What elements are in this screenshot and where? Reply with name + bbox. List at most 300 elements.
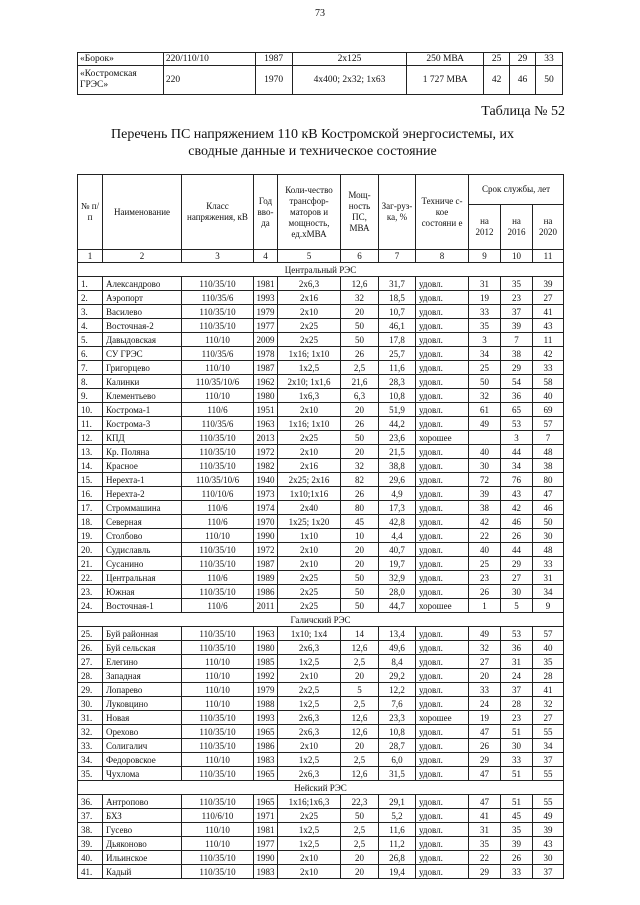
table-row — [78, 431, 564, 445]
table-cell: удовл. — [416, 809, 469, 823]
table-cell: 49 — [533, 809, 564, 823]
table-cell: 110/35/10 — [182, 865, 254, 879]
table-cell: 35. — [78, 767, 103, 781]
table-cell: 26,8 — [379, 851, 416, 865]
table-row — [78, 291, 564, 305]
table-cell: 29 — [469, 753, 501, 767]
table-cell: 44 — [501, 445, 533, 459]
table-cell: удовл. — [416, 753, 469, 767]
table-cell: 27. — [78, 655, 103, 669]
table-cell: 7,6 — [379, 697, 416, 711]
table-cell: 40 — [469, 543, 501, 557]
table-cell: 2,5 — [341, 361, 379, 375]
table-cell: 51 — [501, 795, 533, 809]
table-cell: Луковцино — [103, 697, 182, 711]
table-cell: 1x10; 1x4 — [278, 627, 341, 641]
table-cell: 41 — [533, 683, 564, 697]
table-cell: 42 — [501, 501, 533, 515]
table-row — [78, 347, 564, 361]
table-cell: 31 — [533, 571, 564, 585]
table-cell: 80 — [341, 501, 379, 515]
table-cell: Дьяконово — [103, 837, 182, 851]
table-cell: «Борок» — [78, 53, 164, 66]
table-cell: 51 — [501, 725, 533, 739]
table-cell: удовл. — [416, 501, 469, 515]
table-cell: хорошее — [416, 431, 469, 445]
table-cell: 1951 — [254, 403, 278, 417]
table-cell: 110/35/10 — [182, 851, 254, 865]
table-cell: 2009 — [254, 333, 278, 347]
table-cell: 27 — [501, 571, 533, 585]
table-cell: 24 — [501, 669, 533, 683]
table-cell: Кр. Поляна — [103, 445, 182, 459]
table-cell: 80 — [533, 473, 564, 487]
table-cell: 11,2 — [379, 837, 416, 851]
table-row — [78, 403, 564, 417]
table-cell: 55 — [533, 725, 564, 739]
table-cell: Судиславль — [103, 543, 182, 557]
table-cell: Буй сельская — [103, 641, 182, 655]
table-cell: 35 — [533, 655, 564, 669]
table-cell: 110/35/10 — [182, 459, 254, 473]
table-cell: 3 — [501, 431, 533, 445]
table-cell: Солигалич — [103, 739, 182, 753]
table-cell: 26. — [78, 641, 103, 655]
table-cell: 25 — [469, 361, 501, 375]
table-cell: удовл. — [416, 571, 469, 585]
table-cell: 33 — [533, 557, 564, 571]
table-cell: 12,6 — [341, 725, 379, 739]
table-title-line: сводные данные и техническое состояние — [188, 144, 437, 159]
table-cell: 110/35/10 — [182, 725, 254, 739]
column-index: 3 — [182, 250, 254, 263]
table-cell: 1970 — [255, 66, 292, 95]
table-cell: 30 — [501, 585, 533, 599]
table-cell: 35 — [501, 823, 533, 837]
table-cell: 2x10 — [278, 865, 341, 879]
region-name: Нейский РЭС — [78, 781, 564, 795]
table-cell: 1983 — [254, 865, 278, 879]
table-cell: 21,6 — [341, 375, 379, 389]
substations-table — [77, 174, 564, 879]
table-cell: 34 — [533, 739, 564, 753]
column-index: 10 — [501, 250, 533, 263]
table-cell: 41. — [78, 865, 103, 879]
table-cell: 28. — [78, 669, 103, 683]
table-cell: 110/10 — [182, 669, 254, 683]
table-cell: удовл. — [416, 739, 469, 753]
table-row — [78, 277, 564, 291]
column-index: 1 — [78, 250, 103, 263]
table-cell: 110/35/10 — [182, 431, 254, 445]
table-cell: 12,6 — [341, 711, 379, 725]
table-cell: 48 — [533, 445, 564, 459]
table-row — [78, 487, 564, 501]
table-cell: 2,5 — [341, 837, 379, 851]
table-cell: 31,5 — [379, 767, 416, 781]
table-cell: 2,5 — [341, 823, 379, 837]
table-cell: удовл. — [416, 473, 469, 487]
table-cell: 46 — [501, 515, 533, 529]
column-index: 4 — [254, 250, 278, 263]
table-cell: 25,7 — [379, 347, 416, 361]
table-row — [78, 697, 564, 711]
table-cell: 1980 — [254, 389, 278, 403]
table-title — [60, 126, 565, 160]
header-voltage: Класс напряжения, кВ — [182, 175, 254, 250]
table-cell: 72 — [469, 473, 501, 487]
header-year: Год вво-да — [254, 175, 278, 250]
table-cell: 2,5 — [341, 753, 379, 767]
table-cell: 19,7 — [379, 557, 416, 571]
table-cell: 110/35/10 — [182, 795, 254, 809]
table-cell: 2x25 — [278, 571, 341, 585]
table-row — [78, 459, 564, 473]
table-cell: 1x2,5 — [278, 697, 341, 711]
table-cell: Новая — [103, 711, 182, 725]
table-cell: 2x10 — [278, 445, 341, 459]
table-cell: Елегино — [103, 655, 182, 669]
table-cell: 2x10 — [278, 669, 341, 683]
table-cell: 7 — [533, 431, 564, 445]
table-cell: 1x2,5 — [278, 361, 341, 375]
table-cell: 44,7 — [379, 599, 416, 613]
table-cell: 1x2,5 — [278, 655, 341, 669]
table-cell: 34 — [469, 347, 501, 361]
table-cell: 23. — [78, 585, 103, 599]
table-cell: удовл. — [416, 655, 469, 669]
table-cell: БХЗ — [103, 809, 182, 823]
table-row — [78, 739, 564, 753]
table-cell: удовл. — [416, 347, 469, 361]
table-cell: Северная — [103, 515, 182, 529]
table-cell: 30. — [78, 697, 103, 711]
table-cell: 1965 — [254, 725, 278, 739]
table-cell: 17,8 — [379, 333, 416, 347]
table-cell: 2x25 — [278, 431, 341, 445]
table-cell: Восточная-2 — [103, 319, 182, 333]
table-cell: 1990 — [254, 529, 278, 543]
table-cell: 2x10 — [278, 543, 341, 557]
table-cell: 2x2,5 — [278, 683, 341, 697]
table-cell: 1987 — [254, 557, 278, 571]
table-cell: удовл. — [416, 375, 469, 389]
table-cell: СУ ГРЭС — [103, 347, 182, 361]
table-cell: 1987 — [255, 53, 292, 66]
table-cell: 2x16 — [278, 291, 341, 305]
table-cell: Орехово — [103, 725, 182, 739]
column-index: 7 — [379, 250, 416, 263]
table-cell: 6. — [78, 347, 103, 361]
table-cell: Аэропорт — [103, 291, 182, 305]
table-cell: 11. — [78, 417, 103, 431]
table-cell: 32 — [341, 459, 379, 473]
table-cell: 46,1 — [379, 319, 416, 333]
table-cell: 1970 — [254, 515, 278, 529]
header-state: Техниче с-кое состояни е — [416, 175, 469, 250]
table-cell: 2,5 — [341, 697, 379, 711]
table-cell: 2,5 — [341, 655, 379, 669]
table-title-line: Перечень ПС напряжением 110 кВ Костромской энергосистемы, их — [111, 127, 514, 142]
table-row — [78, 837, 564, 851]
table-cell: 8,4 — [379, 655, 416, 669]
table-cell: 22,3 — [341, 795, 379, 809]
table-cell: 50 — [341, 599, 379, 613]
table-cell: 1x2,5 — [278, 823, 341, 837]
table-cell: 39 — [533, 823, 564, 837]
table-cell: 1989 — [254, 571, 278, 585]
table-cell: 110/35/10 — [182, 305, 254, 319]
table-cell: 26 — [501, 529, 533, 543]
table-cell: 43 — [501, 487, 533, 501]
table-cell: 50 — [341, 571, 379, 585]
table-cell: Строммашина — [103, 501, 182, 515]
header-name: Наименование — [103, 175, 182, 250]
table-cell: 21,5 — [379, 445, 416, 459]
table-cell: Восточная-1 — [103, 599, 182, 613]
table-cell: 35 — [469, 319, 501, 333]
table-cell: 110/6 — [182, 599, 254, 613]
table-cell: 2x25 — [278, 809, 341, 823]
table-cell: 76 — [501, 473, 533, 487]
table-cell: 37 — [533, 865, 564, 879]
table-cell: 2x25 — [278, 319, 341, 333]
table-cell: 110/35/10 — [182, 711, 254, 725]
table-cell: 51 — [501, 767, 533, 781]
table-cell: 17,3 — [379, 501, 416, 515]
table-cell: 20 — [341, 865, 379, 879]
table-cell: 32 — [533, 697, 564, 711]
header-service: Срок службы, лет — [469, 175, 564, 205]
table-cell: удовл. — [416, 585, 469, 599]
table-cell: удовл. — [416, 641, 469, 655]
table-cell: 15. — [78, 473, 103, 487]
table-cell: 41 — [469, 809, 501, 823]
table-cell: 82 — [341, 473, 379, 487]
table-cell: 23 — [501, 291, 533, 305]
previous-table-continuation — [77, 52, 563, 95]
table-cell: 33 — [469, 683, 501, 697]
table-cell: 2x10; 1x1,6 — [278, 375, 341, 389]
header-2020: на 2020 — [533, 204, 564, 249]
table-cell: удовл. — [416, 277, 469, 291]
table-cell: 23 — [469, 571, 501, 585]
table-cell: 29,1 — [379, 795, 416, 809]
table-cell: 22 — [469, 529, 501, 543]
table-cell: 34 — [533, 585, 564, 599]
table-cell: Чухлома — [103, 767, 182, 781]
table-cell: 47 — [469, 795, 501, 809]
table-row — [78, 501, 564, 515]
table-cell: 29. — [78, 683, 103, 697]
table-cell: 1x16;1x6,3 — [278, 795, 341, 809]
table-cell: 44,2 — [379, 417, 416, 431]
table-cell: 2x6,3 — [278, 767, 341, 781]
table-cell: Гусево — [103, 823, 182, 837]
table-cell: 14 — [341, 627, 379, 641]
table-row — [78, 529, 564, 543]
table-cell: 40 — [469, 445, 501, 459]
table-cell: Кострома-3 — [103, 417, 182, 431]
table-cell: 37 — [533, 753, 564, 767]
table-cell: 2x25 — [278, 333, 341, 347]
table-row — [78, 767, 564, 781]
table-cell: 19 — [469, 711, 501, 725]
table-cell: 61 — [469, 403, 501, 417]
table-cell: 36 — [501, 641, 533, 655]
table-cell: КПД — [103, 431, 182, 445]
table-row — [78, 669, 564, 683]
table-row — [78, 417, 564, 431]
table-cell: 18,5 — [379, 291, 416, 305]
table-cell: 49,6 — [379, 641, 416, 655]
table-row — [78, 865, 564, 879]
table-cell: 43 — [533, 319, 564, 333]
table-cell: 1983 — [254, 753, 278, 767]
table-cell: 12,2 — [379, 683, 416, 697]
table-cell: Нерехта-2 — [103, 487, 182, 501]
table-cell: 1963 — [254, 417, 278, 431]
table-row — [78, 795, 564, 809]
table-cell: Южная — [103, 585, 182, 599]
column-index: 6 — [341, 250, 379, 263]
table-cell: 110/10 — [182, 753, 254, 767]
table-cell: Буй районная — [103, 627, 182, 641]
table-cell: 38,8 — [379, 459, 416, 473]
table-cell: 5 — [341, 683, 379, 697]
table-cell: 1965 — [254, 767, 278, 781]
table-cell: 110/10 — [182, 823, 254, 837]
table-cell: 26 — [341, 487, 379, 501]
table-cell: 1963 — [254, 627, 278, 641]
table-row — [78, 599, 564, 613]
table-cell: 2x25 — [278, 585, 341, 599]
table-cell: 110/35/10 — [182, 319, 254, 333]
table-cell: 26 — [501, 851, 533, 865]
table-cell: 27 — [469, 655, 501, 669]
table-cell: 250 МВА — [407, 53, 484, 66]
table-cell: 2x10 — [278, 557, 341, 571]
table-row — [78, 585, 564, 599]
table-cell: 39 — [469, 487, 501, 501]
table-cell: 8. — [78, 375, 103, 389]
table-cell: 57 — [533, 417, 564, 431]
table-cell: 27 — [533, 291, 564, 305]
table-cell: 19. — [78, 529, 103, 543]
table-cell: 40. — [78, 851, 103, 865]
table-cell: 13. — [78, 445, 103, 459]
table-cell: 11,6 — [379, 823, 416, 837]
table-cell: 36. — [78, 795, 103, 809]
table-cell: 45 — [501, 809, 533, 823]
table-cell: 110/10 — [182, 529, 254, 543]
table-cell: 28 — [501, 697, 533, 711]
column-index: 8 — [416, 250, 469, 263]
table-cell: Василево — [103, 305, 182, 319]
table-cell: 33 — [501, 753, 533, 767]
table-cell: Григорцево — [103, 361, 182, 375]
table-cell: 57 — [533, 627, 564, 641]
table-row — [78, 66, 563, 95]
table-cell: 9. — [78, 389, 103, 403]
table-cell: удовл. — [416, 487, 469, 501]
header-transformers: Коли-чество трансфор-маторов и мощность, ед.хМВА — [278, 175, 341, 250]
table-cell: 5 — [501, 599, 533, 613]
table-cell: 29,6 — [379, 473, 416, 487]
table-cell: хорошее — [416, 711, 469, 725]
table-cell: 3. — [78, 305, 103, 319]
table-cell: 110/35/10 — [182, 445, 254, 459]
table-cell: 110/35/10 — [182, 627, 254, 641]
table-cell: 6,0 — [379, 753, 416, 767]
table-cell: 10,8 — [379, 725, 416, 739]
table-cell: 33 — [536, 53, 563, 66]
table-cell: 110/10 — [182, 837, 254, 851]
table-cell: 1940 — [254, 473, 278, 487]
table-cell: 1988 — [254, 697, 278, 711]
table-cell: 49 — [469, 417, 501, 431]
table-cell: 3 — [469, 333, 501, 347]
table-cell: 10,7 — [379, 305, 416, 319]
table-cell: 50 — [341, 809, 379, 823]
table-cell: 20 — [341, 669, 379, 683]
table-cell: 39 — [533, 277, 564, 291]
table-row — [78, 641, 564, 655]
table-cell: удовл. — [416, 459, 469, 473]
table-cell: 110/10 — [182, 361, 254, 375]
table-cell: Клементьево — [103, 389, 182, 403]
table-cell: 110/35/10 — [182, 767, 254, 781]
table-cell: 37 — [501, 683, 533, 697]
table-cell: 2x6,3 — [278, 277, 341, 291]
table-cell: Антропово — [103, 795, 182, 809]
table-cell: удовл. — [416, 767, 469, 781]
table-cell: 50 — [341, 319, 379, 333]
table-row — [78, 753, 564, 767]
table-cell: 32. — [78, 725, 103, 739]
table-cell: 110/35/6 — [182, 347, 254, 361]
table-cell: удовл. — [416, 795, 469, 809]
table-cell: 33 — [501, 865, 533, 879]
table-cell: 2x6,3 — [278, 641, 341, 655]
table-cell: 40 — [533, 641, 564, 655]
table-cell: 6,3 — [341, 389, 379, 403]
table-cell: 36 — [501, 389, 533, 403]
table-cell: 2x6,3 — [278, 711, 341, 725]
table-cell: 27 — [533, 711, 564, 725]
table-cell: 1974 — [254, 501, 278, 515]
table-cell: 35 — [469, 837, 501, 851]
table-row — [78, 571, 564, 585]
region-row — [78, 613, 564, 627]
table-row — [78, 375, 564, 389]
table-cell: 20 — [341, 739, 379, 753]
column-index: 5 — [278, 250, 341, 263]
table-cell: 50 — [341, 333, 379, 347]
table-cell: 1977 — [254, 837, 278, 851]
table-cell: 12,6 — [341, 641, 379, 655]
table-cell: 50 — [341, 431, 379, 445]
table-cell: 110/35/10 — [182, 585, 254, 599]
table-cell: 24. — [78, 599, 103, 613]
table-cell: 5. — [78, 333, 103, 347]
table-cell: 110/10 — [182, 655, 254, 669]
table-cell: 1981 — [254, 277, 278, 291]
table-cell: 1965 — [254, 795, 278, 809]
table-cell: 20. — [78, 543, 103, 557]
table-row — [78, 809, 564, 823]
table-cell: 110/10 — [182, 333, 254, 347]
